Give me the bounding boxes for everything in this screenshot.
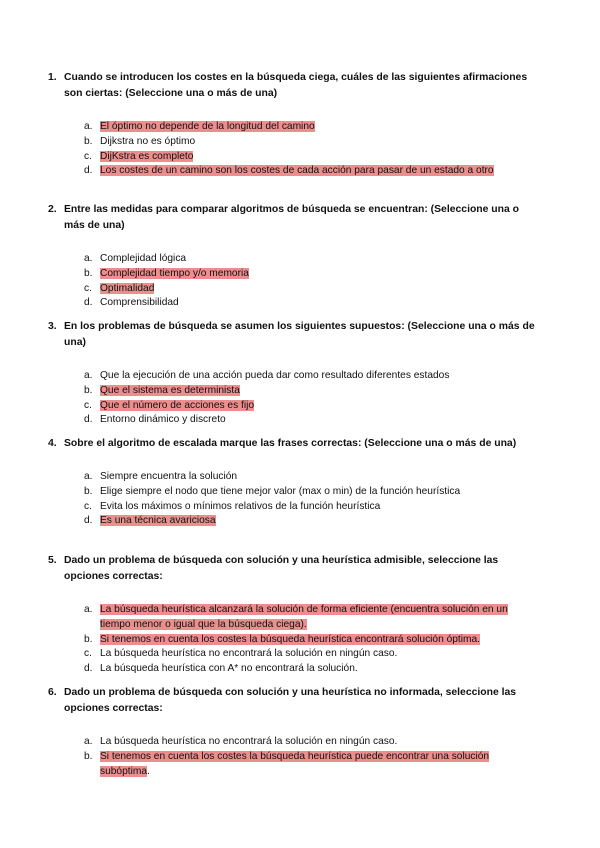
option-text: Es una técnica avariciosa xyxy=(100,515,216,527)
option-a: a. El óptimo no depende de la longitud del camino xyxy=(84,121,315,132)
question-number: 4. xyxy=(48,438,57,449)
option-c: c. Optimalidad xyxy=(84,282,155,294)
question-number: 5. xyxy=(48,555,57,566)
option-c: c. La búsqueda heurística no encontrará la solución en ningún caso. xyxy=(84,648,398,660)
option-text: Complejidad lógica xyxy=(100,253,187,264)
option-c: c. Que el número de acciones es fijo xyxy=(84,399,255,411)
option-list xyxy=(80,120,538,179)
option-list xyxy=(80,252,538,311)
question-number: 3. xyxy=(48,321,57,332)
question-text: Dado un problema de búsqueda con solución y una heurística admisible, seleccione las opciones correctas: xyxy=(64,555,499,582)
option-text: Que el número de acciones es fijo xyxy=(100,399,255,411)
option-text: Si tenemos en cuenta los costes la búsqueda heurística encontrará solución óptima. xyxy=(100,633,480,645)
option-text: Entorno dinámico y discreto xyxy=(100,414,226,426)
option-a: a. Que la ejecución de una acción pueda dar como resultado diferentes estados xyxy=(84,370,450,381)
option-list xyxy=(80,369,538,428)
option-b: b. Complejidad tiempo y/o memoria xyxy=(84,267,249,279)
option-text: DijKstra es completo xyxy=(100,150,194,162)
question-5 xyxy=(48,553,538,677)
option-text: Siempre encuentra la solución xyxy=(100,471,238,482)
question-text: Entre las medidas para comparar algoritmos de búsqueda se encuentran: (Seleccione una o más de una) xyxy=(64,204,520,231)
question-6 xyxy=(48,685,538,779)
option-text: El óptimo no depende de la longitud del camino xyxy=(100,121,315,132)
option-text: Elige siempre el nodo que tiene mejor valor (max o min) de la función heurística xyxy=(100,485,461,497)
option-a: a. Complejidad lógica xyxy=(84,253,187,264)
option-text: Optimalidad xyxy=(100,282,155,294)
option-text: Evita los máximos o mínimos relativos de la función heurística xyxy=(100,500,381,512)
option-text: Comprensibilidad xyxy=(100,297,179,309)
option-text: La búsqueda heurística alcanzará la solución de forma eficiente (encuentra solución en un tiempo menor o igual que la búsqueda ciega). xyxy=(100,604,508,630)
question-number: 1. xyxy=(48,72,57,83)
question-text: Cuando se introducen los costes en la búsqueda ciega, cuáles de las siguientes afirmaciones son ciertas: (Seleccione una o más de una) xyxy=(64,72,528,99)
option-a: a. La búsqueda heurística alcanzará la solución de forma eficiente (encuentra solución en un tiempo menor o igual que la búsqueda ciega). xyxy=(84,604,508,630)
option-a: a. Siempre encuentra la solución xyxy=(84,471,238,482)
option-list xyxy=(80,603,538,677)
option-text: La búsqueda heurística no encontrará la solución en ningún caso. xyxy=(100,736,398,747)
question-number: 2. xyxy=(48,204,57,215)
option-text: Que la ejecución de una acción pueda dar como resultado diferentes estados xyxy=(100,370,450,381)
option-c: c. Evita los máximos o mínimos relativos de la función heurística xyxy=(84,500,381,512)
option-list xyxy=(80,735,538,779)
option-b: b. Si tenemos en cuenta los costes la búsqueda heurística puede encontrar una solución subóptima. xyxy=(84,750,490,777)
option-b: b. Dijkstra no es óptimo xyxy=(84,135,196,147)
option-list xyxy=(80,470,538,529)
option-text: Si tenemos en cuenta los costes la búsqueda heurística puede encontrar una solución subóptima xyxy=(100,750,490,777)
option-d: d. Entorno dinámico y discreto xyxy=(84,414,226,426)
option-d: d. Los costes de un camino son los costes de cada acción para pasar de un estado a otro xyxy=(84,165,494,177)
option-text: Complejidad tiempo y/o memoria xyxy=(100,267,249,279)
option-b: b. Elige siempre el nodo que tiene mejor valor (max o min) de la función heurística xyxy=(84,485,461,497)
question-4 xyxy=(48,436,538,529)
question-text: En los problemas de búsqueda se asumen los siguientes supuestos: (Seleccione una o más de una) xyxy=(64,321,535,348)
option-a: a. La búsqueda heurística no encontrará la solución en ningún caso. xyxy=(84,736,398,747)
option-c: c. DijKstra es completo xyxy=(84,150,194,162)
option-text: Que el sistema es determinista xyxy=(100,384,240,396)
question-text: Dado un problema de búsqueda con solución y una heurística no informada, seleccione las opciones correctas: xyxy=(64,687,517,714)
question-3 xyxy=(48,319,538,428)
option-d: d. Es una técnica avariciosa xyxy=(84,515,216,527)
question-number: 6. xyxy=(48,687,57,698)
option-b: b. Si tenemos en cuenta los costes la búsqueda heurística encontrará solución óptima. xyxy=(84,633,480,645)
question-text: Sobre el algoritmo de escalada marque las frases correctas: (Seleccione una o más de una) xyxy=(64,438,517,449)
option-d: d. Comprensibilidad xyxy=(84,297,179,309)
option-text: Los costes de un camino son los costes de cada acción para pasar de un estado a otro xyxy=(100,165,494,177)
question-2 xyxy=(48,202,538,311)
question-1 xyxy=(48,70,538,179)
option-text: La búsqueda heurística no encontrará la solución en ningún caso. xyxy=(100,648,398,660)
option-d: d. La búsqueda heurística con A* no encontrará la solución. xyxy=(84,663,358,675)
option-text: Dijkstra no es óptimo xyxy=(100,135,196,147)
option-text: La búsqueda heurística con A* no encontrará la solución. xyxy=(100,663,358,675)
option-suffix: . xyxy=(147,765,150,777)
option-b: b. Que el sistema es determinista xyxy=(84,384,240,396)
